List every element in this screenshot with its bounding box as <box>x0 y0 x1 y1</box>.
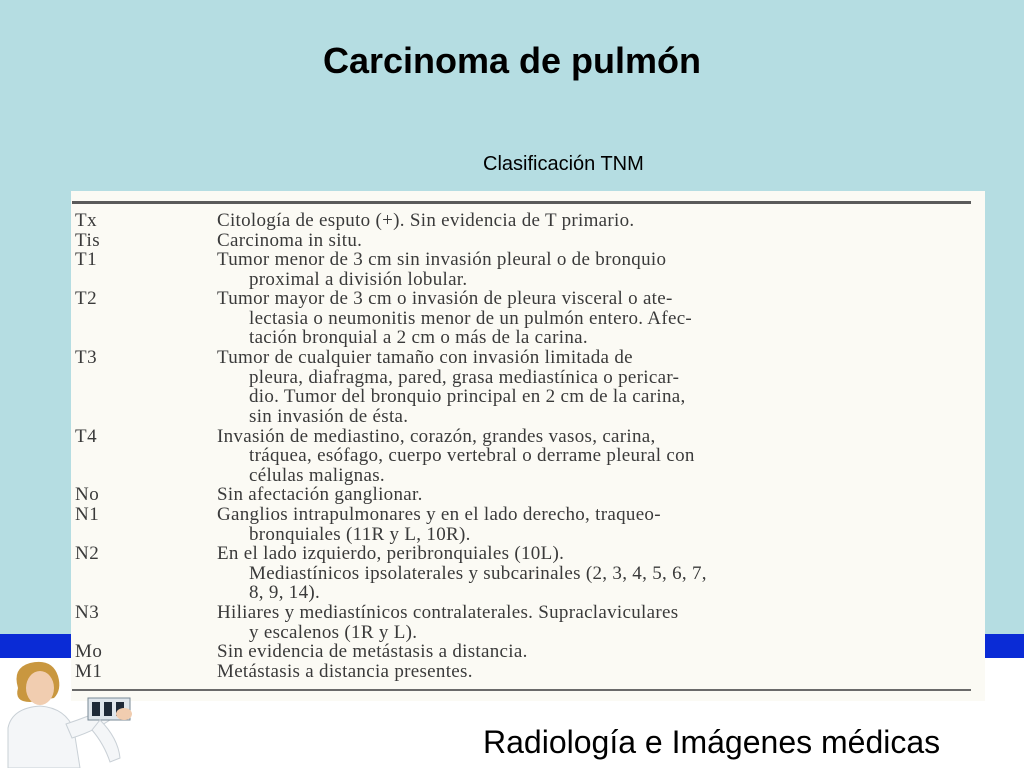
tnm-code: M1 <box>75 660 103 682</box>
tnm-description-line: sin invasión de ésta. <box>249 405 409 427</box>
tnm-description-line: tación bronquial a 2 cm o más de la carina. <box>249 327 588 349</box>
tnm-description-line: lectasia o neumonitis menor de un pulmón entero. Afec- <box>249 307 693 329</box>
tnm-code: T4 <box>75 425 98 447</box>
tnm-description-line: Sin afectación ganglionar. <box>217 484 423 506</box>
tnm-description-line: proximal a división lobular. <box>249 268 468 290</box>
tnm-code: T1 <box>75 249 98 271</box>
tnm-code: T2 <box>75 288 98 310</box>
tnm-description-line: Ganglios intrapulmonares y en el lado derecho, traqueo- <box>217 504 661 525</box>
tnm-description <box>217 289 969 348</box>
tnm-description-line: células malignas. <box>249 464 385 486</box>
tnm-description-line: tráquea, esófago, cuerpo vertebral o derrame pleural con <box>249 445 695 467</box>
tnm-description-line: Mediastínicos ipsolaterales y subcarinales (2, 3, 4, 5, 6, 7, <box>249 562 707 584</box>
tnm-code: N1 <box>75 504 100 525</box>
tnm-code: Tx <box>75 210 98 231</box>
tnm-description-line: 8, 9, 14). <box>249 582 321 604</box>
tnm-description-line: Tumor mayor de 3 cm o invasión de pleura visceral o ate- <box>217 288 673 310</box>
tnm-code: N3 <box>75 602 100 623</box>
tnm-description <box>217 348 969 426</box>
tnm-description-line: Invasión de mediastino, corazón, grandes vasos, carina, <box>217 425 656 447</box>
tnm-description <box>217 231 969 251</box>
tnm-description-line: Citología de esputo (+). Sin evidencia de T primario. <box>217 210 635 231</box>
slide-footer: Radiología e Imágenes médicas <box>483 724 941 760</box>
tnm-description <box>217 211 969 231</box>
tnm-description <box>217 485 969 505</box>
tnm-code: No <box>75 484 100 506</box>
tnm-description-line: bronquiales (11R y L, 10R). <box>249 523 471 545</box>
tnm-description-line: Metástasis a distancia presentes. <box>217 660 473 682</box>
tnm-code: T3 <box>75 347 98 369</box>
tnm-description-line: Hiliares y mediastínicos contralaterales. Supraclaviculares <box>217 602 679 623</box>
tnm-description-line: En el lado izquierdo, peribronquiales (10L). <box>217 543 565 565</box>
tnm-code: N2 <box>75 543 100 565</box>
tnm-description <box>217 642 969 662</box>
tnm-description <box>217 662 969 682</box>
tnm-description <box>217 427 969 486</box>
tnm-description <box>217 505 969 544</box>
tnm-description-line: Carcinoma in situ. <box>217 229 363 251</box>
doctor-illustration <box>0 658 145 768</box>
tnm-description <box>217 250 969 289</box>
table-top-rule <box>72 201 971 204</box>
tnm-description-line: dio. Tumor del bronquio principal en 2 cm de la carina, <box>249 386 686 408</box>
tnm-code: Tis <box>75 229 101 251</box>
tnm-description-line: Sin evidencia de metástasis a distancia. <box>217 641 528 663</box>
tnm-description <box>217 603 969 642</box>
tnm-description <box>217 544 969 603</box>
table-bottom-rule <box>72 689 971 691</box>
tnm-description-line: Tumor menor de 3 cm sin invasión pleural o de bronquio <box>217 249 667 271</box>
slide-title: Carcinoma de pulmón <box>322 40 702 81</box>
tnm-description-line: pleura, diafragma, pared, grasa mediastínica o pericar- <box>249 366 680 388</box>
tnm-description-line: y escalenos (1R y L). <box>249 621 418 643</box>
tnm-table-scan <box>71 191 985 701</box>
slide-subtitle: Clasificación TNM <box>483 153 644 175</box>
tnm-code: Mo <box>75 641 103 663</box>
tnm-description-line: Tumor de cualquier tamaño con invasión limitada de <box>217 347 633 369</box>
